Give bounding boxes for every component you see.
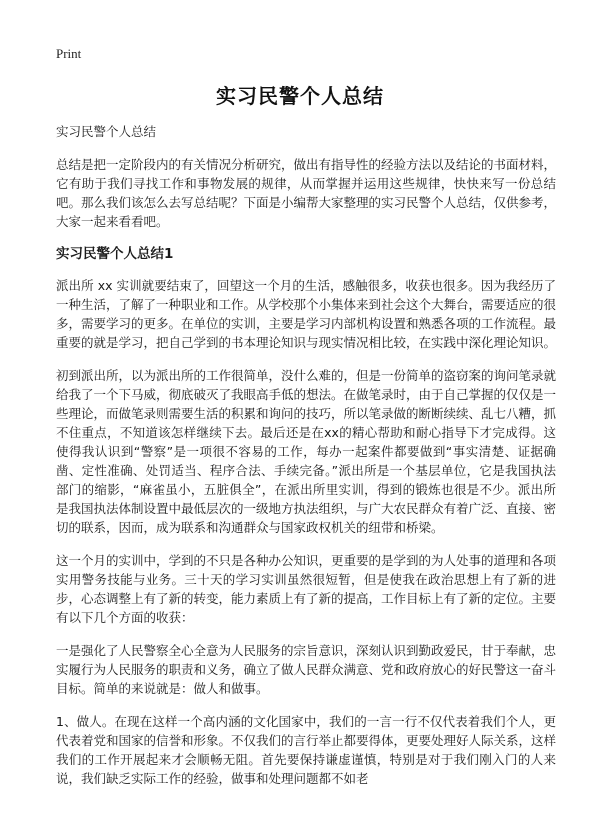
intro-paragraph: 总结是把一定阶段内的有关情况分析研究，做出有指导性的经验方法以及结论的书面材料，它有助于我们寻找工作和事物发展的规律，从而掌握并运用这些规律，快快来写一份总结吧。那么我们该怎么去写总结呢？下面是小编帮大家整理的实习民警个人总结，仅供参考，大家一起来看看吧。 xyxy=(56,157,557,229)
body-paragraph: 初到派出所，以为派出所的工作很简单，没什么难的，但是一份简单的盗窃案的询问笔录就给我了一个下马威，彻底破灭了我眼高手低的想法。在做笔录时，由于自己掌握的仅仅是一些理论，而做笔录则需要生活的积累和询问的技巧，所以笔录做的断断续续、乱七八糟，抓不住重点，不知道该怎样继续下去。最后还是在xx的精心帮助和耐心指导下才完成得。这使得我认识到“警察”是一项很不容易的工作，每办一起案件都要做到“事实清楚、证据确凿、定性准确、处罚适当、程序合法、手续完备。”派出所是一个基层单位，它是我国执法部门的缩影，“麻雀虽小，五脏俱全”，在派出所里实训，得到的锻炼也很是不少。派出所是我国执法体制设置中最低层次的一级地方执法组织，与广大农民群众有着广泛、直接、密切的联系，因而，成为联系和沟通群众与国家政权机关的纽带和桥梁。 xyxy=(56,368,557,535)
body-paragraph: 这一个月的实训中，学到的不只是各种办公知识，更重要的是学到的为人处事的道理和各项实用警务技能与业务。三十天的学习实训虽然很短暂，但是使我在政治思想上有了新的进步，心态调整上有了新的转变，能力素质上有了新的提高，工作目标上有了新的定位。主要有以下几个方面的收获： xyxy=(56,553,557,625)
body-paragraph: 派出所 xx 实训就要结束了，回望这一个月的生活，感触很多，收获也很多。因为我经历了一种生活，了解了一种职业和工作。从学校那个小集体来到社会这个大舞台，需要适应的很多，需要学习的更多。在单位的实训，主要是学习内部机构设置和熟悉各项的工作流程。最重要的就是学习，把自己学到的书本理论知识与现实情况相比较，在实践中深化理论知识。 xyxy=(56,278,557,350)
document-title: 实习民警个人总结 xyxy=(216,84,384,108)
section-heading: 实习民警个人总结1 xyxy=(56,246,174,262)
document-body xyxy=(56,122,556,802)
subtitle-line: 实习民警个人总结 xyxy=(56,124,157,139)
body-paragraph: 一是强化了人民警察全心全意为人民服务的宗旨意识，深刻认识到勤政爱民，甘于奉献，忠实履行为人民服务的职责和义务，确立了做人民群众满意、党和政府放心的好民警这一奋斗目标。简单的来说就是：做人和做事。 xyxy=(56,643,557,696)
print-link[interactable]: Print xyxy=(56,46,82,61)
body-paragraph: 1、做人。在现在这样一个高内涵的文化国家中，我们的一言一行不仅代表着我们个人，更代表着党和国家的信誉和形象。不仅我们的言行举止都要得体，更要处理好人际关系，这样我们的工作开展起来才会顺畅无阻。首先要保持谦虚谨慎，特别是对于我们刚入门的人来说，我们缺乏实际工作的经验，做事和处理问题都不如老 xyxy=(56,714,557,786)
